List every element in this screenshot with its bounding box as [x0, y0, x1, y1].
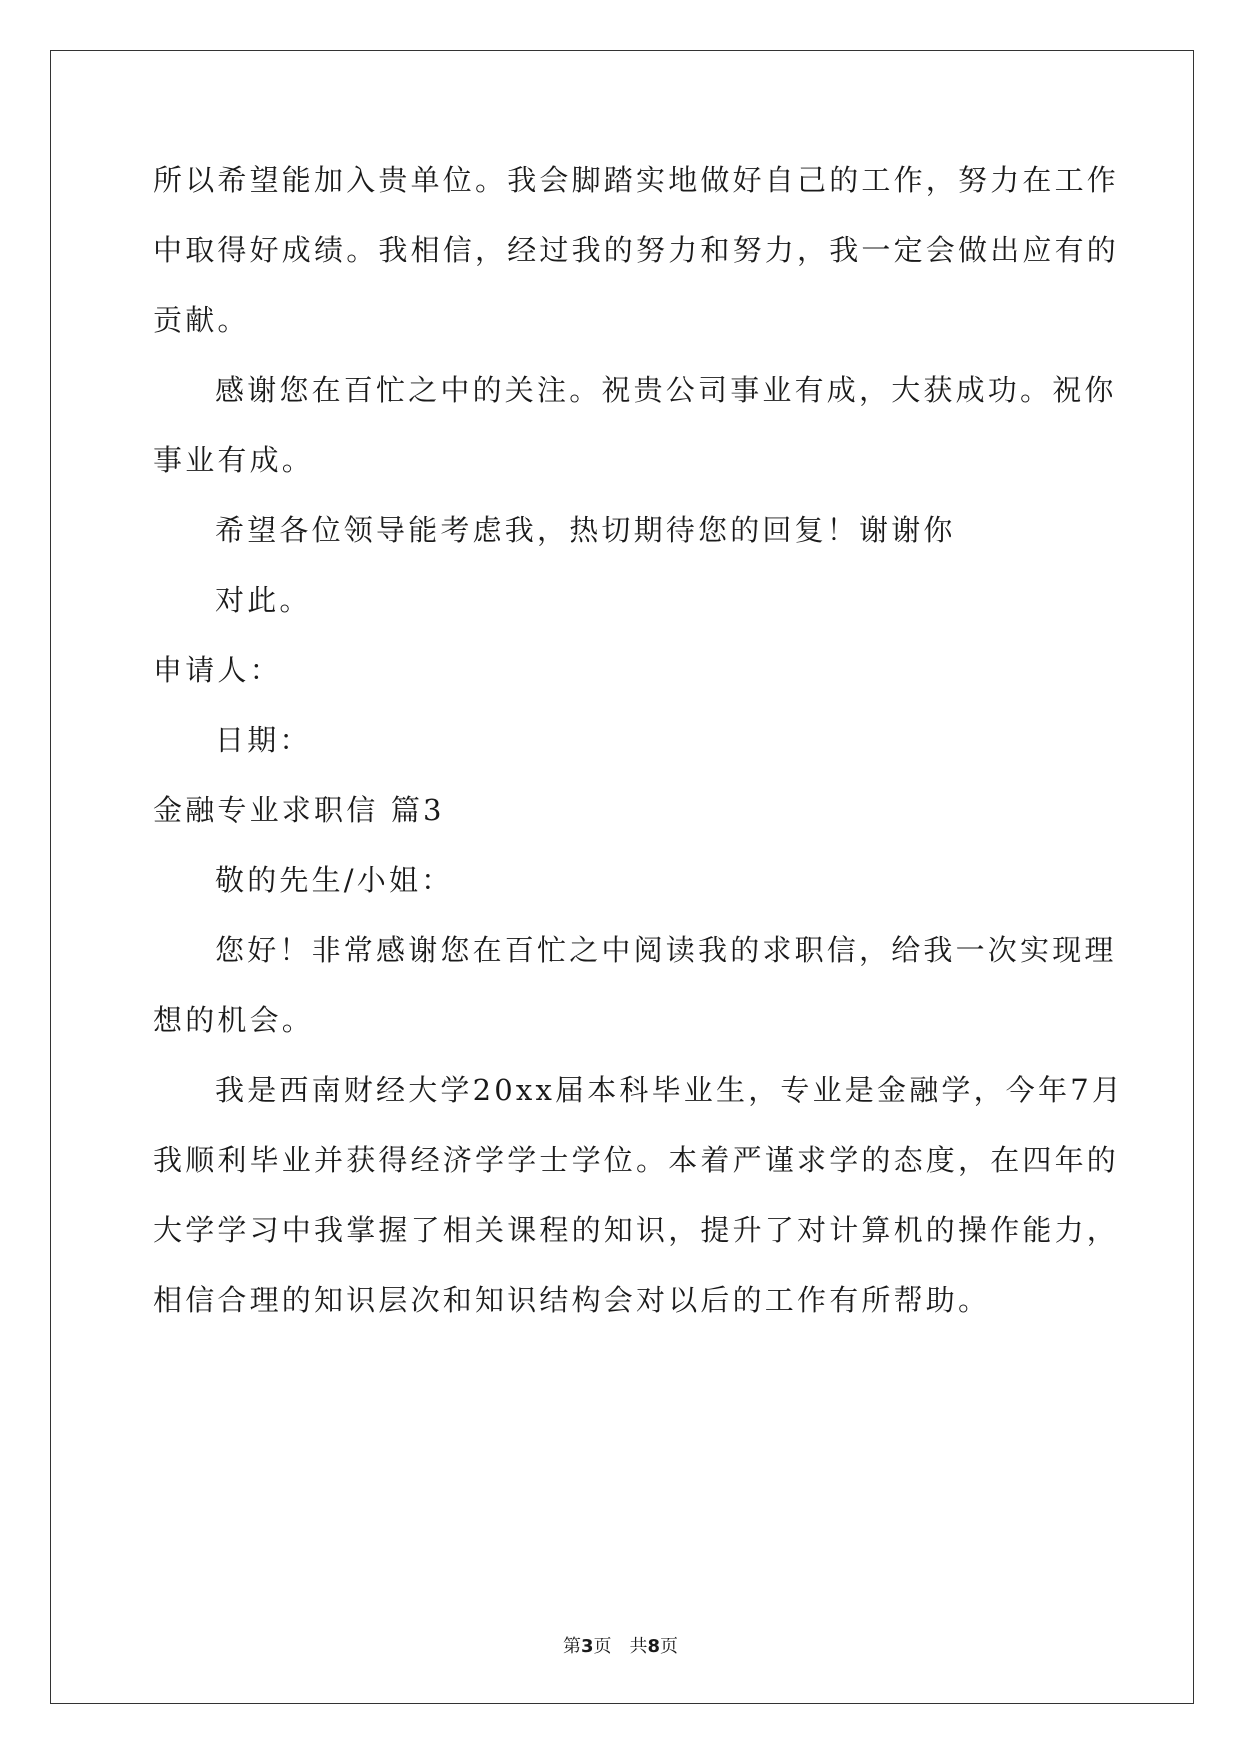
text-line: 贡献。 — [153, 303, 250, 337]
text-line: 您好！非常感谢您在百忙之中阅读我的求职信，给我一次实现理 — [215, 933, 1117, 967]
text-line: 想的机会。 — [153, 1003, 315, 1037]
total-prefix: 共 — [629, 1636, 648, 1657]
text-line: 我顺利毕业并获得经济学学士学位。本着严谨求学的态度，在四年的 — [153, 1143, 1120, 1177]
text-line: 相信合理的知识层次和知识结构会对以后的工作有所帮助。 — [153, 1283, 991, 1317]
date-label: 日期： — [215, 723, 312, 757]
text-line: 我是西南财经大学20xx届本科毕业生，专业是金融学，今年7月 — [215, 1073, 1125, 1107]
applicant-label: 申请人： — [153, 653, 282, 687]
total-suffix: 页 — [660, 1636, 679, 1657]
total-pages: 8 — [647, 1636, 661, 1657]
text-line: 所以希望能加入贵单位。我会脚踏实地做好自己的工作，努力在工作 — [153, 163, 1120, 197]
text-line: 事业有成。 — [153, 443, 315, 477]
page-footer — [0, 1632, 1241, 1658]
section-heading: 金融专业求职信 篇3 — [153, 793, 445, 827]
page-prefix: 第 — [562, 1636, 581, 1657]
text-line: 感谢您在百忙之中的关注。祝贵公司事业有成，大获成功。祝你 — [215, 373, 1117, 407]
text-line: 对此。 — [215, 583, 312, 617]
text-line: 大学学习中我掌握了相关课程的知识，提升了对计算机的操作能力， — [153, 1213, 1120, 1247]
text-line: 希望各位领导能考虑我，热切期待您的回复！谢谢你 — [215, 513, 956, 547]
page-suffix: 页 — [593, 1636, 612, 1657]
text-line: 中取得好成绩。我相信，经过我的努力和努力，我一定会做出应有的 — [153, 233, 1120, 267]
page-number: 3 — [580, 1636, 594, 1657]
salutation: 敬的先生/小姐： — [215, 863, 454, 897]
